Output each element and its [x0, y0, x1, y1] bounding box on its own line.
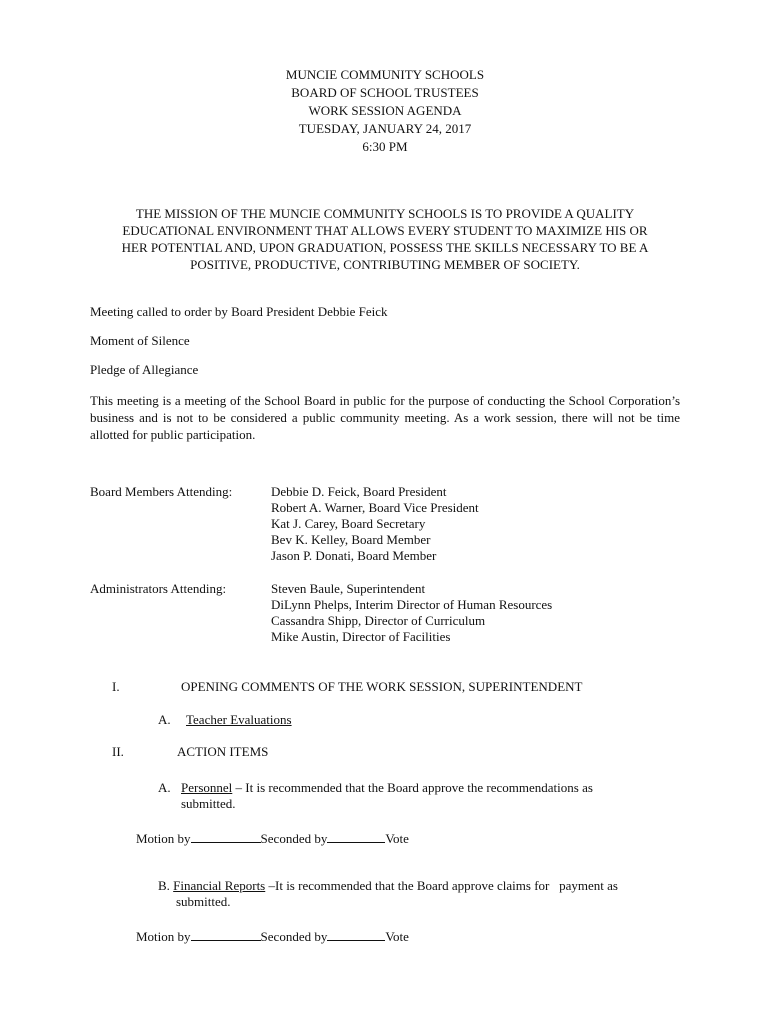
section-2-title: ACTION ITEMS — [177, 744, 269, 759]
section-1-title: OPENING COMMENTS OF THE WORK SESSION, SUPERINTENDENT — [181, 679, 583, 694]
header-time: 6:30 PM — [362, 139, 408, 154]
mission-line: EDUCATIONAL ENVIRONMENT THAT ALLOWS EVERY STUDENT TO MAXIMIZE HIS OR — [122, 223, 648, 238]
motion-by-blank[interactable] — [191, 830, 261, 843]
header-date: TUESDAY, JANUARY 24, 2017 — [298, 121, 472, 136]
header-district: MUNCIE COMMUNITY SCHOOLS — [285, 67, 485, 82]
board-members-list — [271, 484, 479, 564]
seconded-by-blank[interactable] — [327, 928, 385, 941]
board-member: Debbie D. Feick, Board President — [271, 484, 447, 499]
vote-label: Vote — [385, 929, 409, 944]
section-2-item-b-letter: B. — [158, 878, 170, 893]
board-member: Kat J. Carey, Board Secretary — [271, 516, 426, 531]
administrator: Cassandra Shipp, Director of Curriculum — [271, 613, 486, 628]
seconded-by-label: Seconded by — [260, 831, 328, 846]
board-members-label: Board Members Attending: — [90, 484, 233, 499]
section-2-item-b — [158, 878, 618, 894]
section-2-item-a-letter: A. — [158, 780, 171, 795]
personnel-title: Personnel — [181, 780, 233, 795]
seconded-by-blank[interactable] — [327, 830, 385, 843]
seconded-by-label: Seconded by — [260, 929, 328, 944]
personnel-text-continued: submitted. — [181, 796, 236, 811]
section-2-numeral: II. — [112, 744, 124, 759]
header-agenda-type: WORK SESSION AGENDA — [308, 103, 462, 118]
motion-by-blank[interactable] — [191, 928, 261, 941]
mission-statement — [90, 205, 680, 273]
board-member: Jason P. Donati, Board Member — [271, 548, 437, 563]
call-to-order: Meeting called to order by Board President Debbie Feick — [90, 304, 388, 319]
administrators-list — [271, 581, 552, 645]
section-2-item-a — [181, 780, 593, 796]
section-1-item-a-letter: A. — [158, 712, 171, 727]
agenda-header — [0, 66, 770, 156]
moment-of-silence: Moment of Silence — [90, 333, 190, 348]
meeting-notice: This meeting is a meeting of the School Board in public for the purpose of conducting the School Corporation’s business and is not to be considered a public community meeting. As a work session, there will not be time allotted for public participation. — [90, 393, 680, 442]
board-member: Robert A. Warner, Board Vice President — [271, 500, 479, 515]
mission-line: THE MISSION OF THE MUNCIE COMMUNITY SCHOOLS IS TO PROVIDE A QUALITY — [135, 206, 635, 221]
vote-label: Vote — [385, 831, 409, 846]
administrators-label: Administrators Attending: — [90, 581, 227, 596]
administrator: Mike Austin, Director of Facilities — [271, 629, 451, 644]
motion-line-financial — [136, 928, 409, 945]
financial-reports-title: Financial Reports — [173, 878, 266, 893]
motion-by-label: Motion by — [136, 831, 191, 846]
section-1-numeral: I. — [112, 679, 120, 694]
mission-line: POSITIVE, PRODUCTIVE, CONTRIBUTING MEMBER OF SOCIETY. — [190, 257, 580, 272]
motion-by-label: Motion by — [136, 929, 191, 944]
administrator: DiLynn Phelps, Interim Director of Human Resources — [271, 597, 553, 612]
section-1-item-a-title: Teacher Evaluations — [186, 712, 292, 727]
administrator: Steven Baule, Superintendent — [271, 581, 426, 596]
board-member: Bev K. Kelley, Board Member — [271, 532, 431, 547]
pledge-of-allegiance: Pledge of Allegiance — [90, 362, 199, 377]
financial-reports-text-continued: submitted. — [176, 894, 231, 909]
header-board: BOARD OF SCHOOL TRUSTEES — [291, 85, 479, 100]
financial-reports-text: –It is recommended that the Board approve claims for payment as — [265, 878, 618, 893]
motion-line-personnel — [136, 830, 409, 847]
personnel-text: – It is recommended that the Board approve the recommendations as — [232, 780, 593, 795]
mission-line: HER POTENTIAL AND, UPON GRADUATION, POSSESS THE SKILLS NECESSARY TO BE A — [121, 240, 649, 255]
